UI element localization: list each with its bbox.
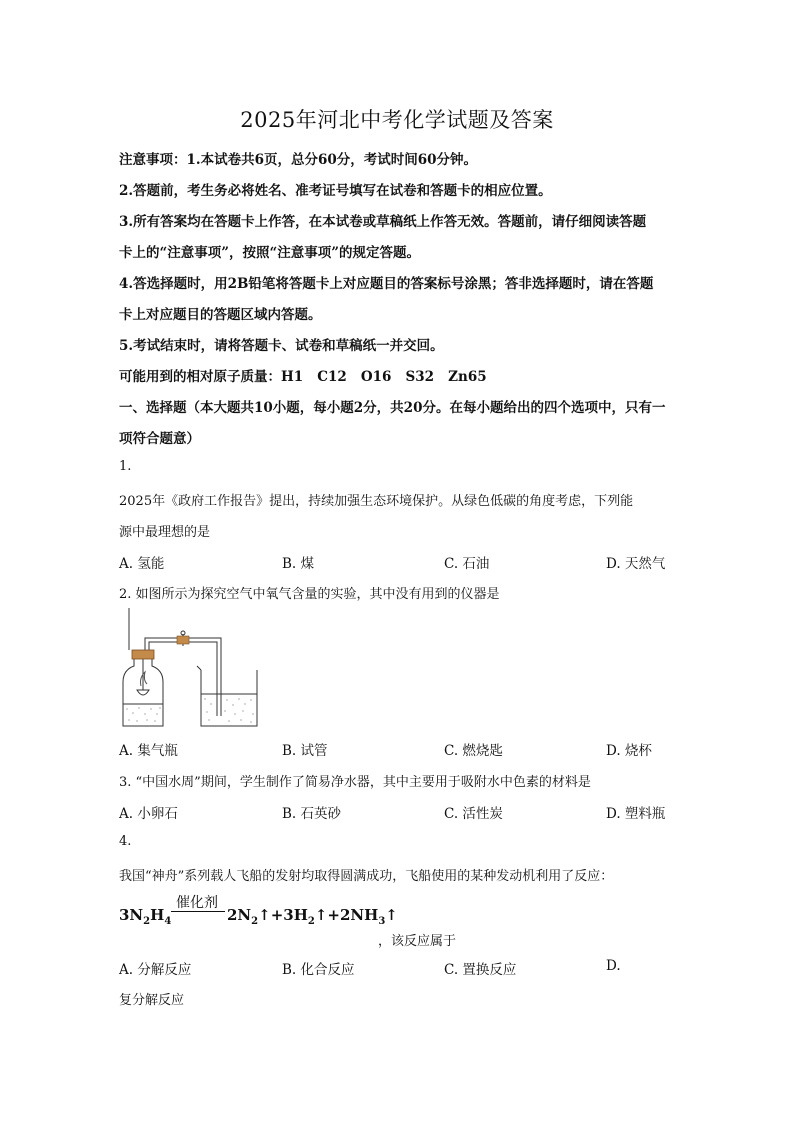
question-2-option-b[interactable]: B. 试管 bbox=[282, 743, 328, 759]
question-1-number: 1. bbox=[119, 459, 132, 474]
notes-line-6: 卡上对应题目的答题区域内答题。 bbox=[119, 307, 322, 323]
question-1-stem-line-1: 2025年《政府工作报告》提出，持续加强生态环境保护。从绿色低碳的角度考虑，下列能 bbox=[119, 494, 634, 509]
question-4-options bbox=[119, 958, 679, 978]
question-3-stem: 3. “中国水周”期间，学生制作了简易净水器，其中主要用于吸附水中色素的材料是 bbox=[119, 775, 591, 790]
question-3-option-d[interactable]: D. 塑料瓶 bbox=[606, 806, 666, 822]
question-2-option-a[interactable]: A. 集气瓶 bbox=[119, 743, 178, 759]
page-title: 2025年河北中考化学试题及答案 bbox=[240, 108, 554, 132]
notes-line-4: 卡上的“注意事项”，按照“注意事项”的规定答题。 bbox=[119, 245, 421, 261]
question-2-option-d[interactable]: D. 烧杯 bbox=[606, 743, 652, 759]
question-4-stem-tail: ，该反应属于 bbox=[378, 934, 457, 949]
question-4-option-b[interactable]: B. 化合反应 bbox=[282, 962, 355, 978]
section-header-line-2: 项符合题意） bbox=[119, 431, 200, 447]
notes-line-2: 2.答题前，考生务必将姓名、准考证号填写在试卷和答题卡的相应位置。 bbox=[119, 183, 552, 199]
oxygen-experiment-apparatus-figure bbox=[117, 608, 277, 733]
notes-line-3: 3.所有答案均在答题卡上作答，在本试卷或草稿纸上作答无效。答题前，请仔细阅读答题 bbox=[119, 214, 647, 230]
question-3-option-c[interactable]: C. 活性炭 bbox=[444, 806, 503, 822]
question-2-stem: 2. 如图所示为探究空气中氧气含量的实验，其中没有用到的仪器是 bbox=[119, 587, 500, 602]
notes-line-7: 5.考试结束时，请将答题卡、试卷和草稿纸一并交回。 bbox=[119, 338, 444, 354]
question-3-option-b[interactable]: B. 石英砂 bbox=[282, 806, 342, 822]
question-2-option-c[interactable]: C. 燃烧匙 bbox=[444, 743, 503, 759]
question-4-option-c[interactable]: C. 置换反应 bbox=[444, 962, 517, 978]
notes-line-5: 4.答选择题时，用2B铅笔将答题卡上对应题目的答案标号涂黑；答非选择题时，请在答题 bbox=[119, 276, 654, 292]
question-1-option-a[interactable]: A. 氢能 bbox=[119, 556, 165, 572]
reaction-line bbox=[171, 911, 225, 912]
question-4-stem: 我国“神舟”系列载人飞船的发射均取得圆满成功，飞船使用的某种发动机利用了反应： bbox=[119, 869, 614, 884]
question-4-option-d-text[interactable]: 复分解反应 bbox=[119, 993, 185, 1008]
question-4-option-a[interactable]: A. 分解反应 bbox=[119, 962, 192, 978]
question-4-number: 4. bbox=[119, 834, 132, 849]
question-1-option-c[interactable]: C. 石油 bbox=[444, 556, 490, 572]
question-1-stem-line-2: 源中最理想的是 bbox=[119, 525, 211, 540]
question-1-option-d[interactable]: D. 天然气 bbox=[606, 556, 666, 572]
question-4-option-d[interactable]: D. bbox=[606, 958, 621, 974]
question-1-option-b[interactable]: B. 煤 bbox=[282, 556, 315, 572]
section-header-line-1: 一、选择题（本大题共10小题，每小题2分，共20分。在每小题给出的四个选项中，只有一 bbox=[119, 400, 666, 416]
catalyst-label: 催化剂 bbox=[176, 895, 218, 911]
question-2-options bbox=[119, 739, 679, 759]
reaction-equation bbox=[119, 892, 419, 928]
question-3-options bbox=[119, 802, 679, 822]
equation-reactant: $3N_2H_4$ bbox=[119, 906, 172, 927]
equation-products: $2N_2↑+3H_2↑+2NH_3↑$ bbox=[227, 906, 398, 927]
question-3-option-a[interactable]: A. 小卵石 bbox=[119, 806, 178, 822]
question-1-options bbox=[119, 552, 679, 572]
atomic-mass-line: 可能用到的相对原子质量：H1 C12 O16 S32 Zn65 bbox=[119, 369, 487, 385]
notes-line-1: 注意事项：1.本试卷共6页，总分60分，考试时间60分钟。 bbox=[119, 152, 478, 168]
